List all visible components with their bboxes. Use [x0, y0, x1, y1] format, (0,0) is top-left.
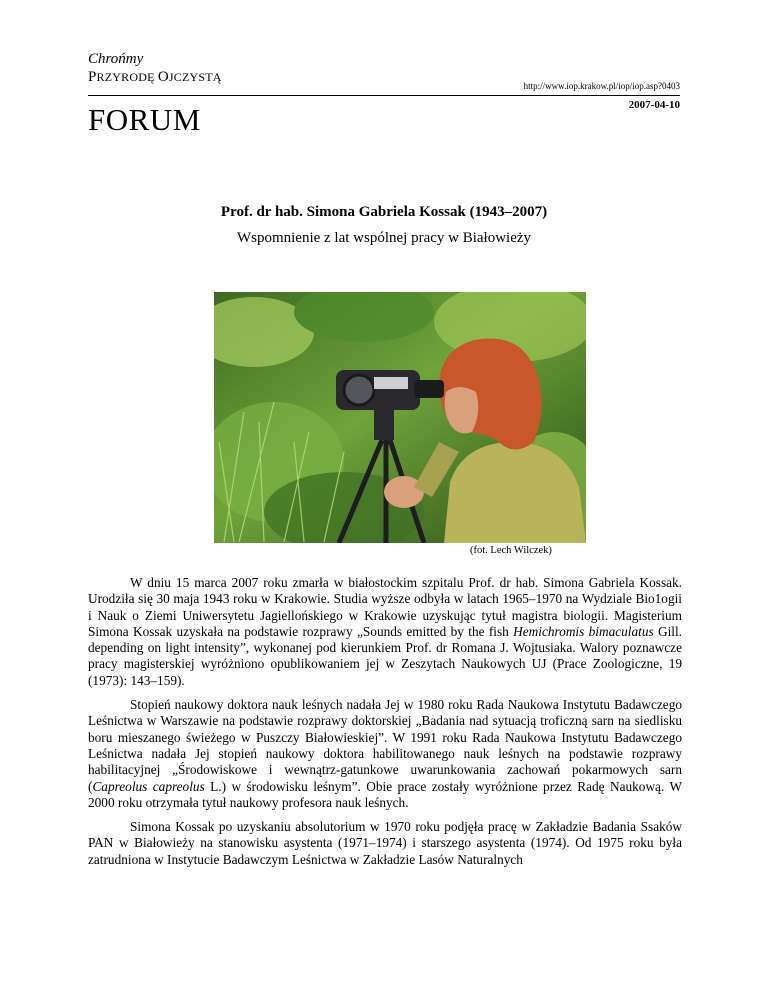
brand-line1: Chrońmy: [88, 51, 144, 67]
species-name-fish: Hemichromis bimaculatus: [513, 623, 654, 639]
paragraph-2-part-b: L.) w środowisku leśnym”. Obie prace zostały wyróżnione przez Radę Naukową. W 2000 roku otrzymała tytuł naukowy profesora nauk leśnych.: [88, 778, 683, 810]
article-photo: [214, 292, 586, 543]
source-url: http://www.iop.krakow.pl/iop/iop.asp?0403: [523, 81, 680, 91]
brand-letter-o: O: [157, 69, 169, 85]
section-title: FORUM: [88, 102, 201, 137]
paragraph-2-part-a: Stopień naukowy doktora nauk leśnych nadała Jej w 1980 roku Rada Naukowa Instytutu Badawczego Leśnictwa w Warszawie na podstawie rozprawy doktorskiej „Badania nad sytuacją troficzną sarn na siedlisku boru mieszanego świeżego w Puszczy Białowieskiej”. W 1991 roku Rada Naukowa Instytutu Badawczego Leśnictwa nadała Jej stopień naukowy doktora habilitowanego nauk leśnych na podstawie rozprawy habilitacyjnej „Środowiskowe i wewnątrz-gatunkowe uwarunkowania zachowań pokarmowych sarn (: [88, 697, 682, 794]
masthead: [88, 50, 680, 137]
article-body: [88, 575, 682, 876]
brand-word-rzyrode: RZYRODĘ: [96, 70, 158, 84]
paragraph-1-part-a: W dniu 15 marca 2007 roku zmarła w białostockim szpitalu Prof. dr hab. Simona Gabriela Kossak. Urodziła się 30 maja 1943 roku w Krakowie. Studia wyższe odbyła w latach 1965–1970 na Wydziale Bio1ogii i Nauk o Ziemi Uniwersytetu Jagiellońskiego w Krakowie uzyskując tytuł magistra biologii. Magisterium Simona Kossak uzyskała na podstawie rozprawy „Sounds emitted by the fish: [88, 575, 682, 639]
paragraph-2: [88, 697, 682, 811]
brand-letter-p: P: [88, 69, 97, 85]
paragraph-3: Simona Kossak po uzyskaniu absolutorium w 1970 roku podjęła pracę w Zakładzie Badania Ssaków PAN w Białowieży na stanowisku asystenta (1971–1974) i starszego asystenta (1974). Od 1975 roku była zatrudniona w Instytucie Badawczym Leśnictwa w Zakładzie Lasów Naturalnych: [88, 819, 682, 867]
paragraph-1-part-b: Gill. depending on light intensity”, wykonanej pod kierunkiem Prof. dr Romana J. Wojtusiaka. Walory poznawcze pracy magisterskiej wyróżniono opublikowaniem jej w Zeszytach Naukowych UJ (Prace Zoologiczne, 19 (1973): 143–159).: [88, 623, 682, 688]
header-rule: [88, 95, 680, 96]
paragraph-1: [88, 575, 682, 689]
article-subtitle: Wspomnienie z lat wspólnej pracy w Białowieży: [236, 230, 532, 246]
photo-caption: (fot. Lech Wilczek): [470, 545, 552, 556]
article-title: Prof. dr hab. Simona Gabriela Kossak (1943–2007): [220, 204, 548, 220]
publication-date: 2007-04-10: [628, 99, 680, 111]
brand-word-jczysta: JCZYSTĄ: [168, 70, 222, 84]
photo-illustration: [214, 292, 586, 543]
species-name-roe-deer: Capreolus capreolus: [92, 778, 205, 794]
